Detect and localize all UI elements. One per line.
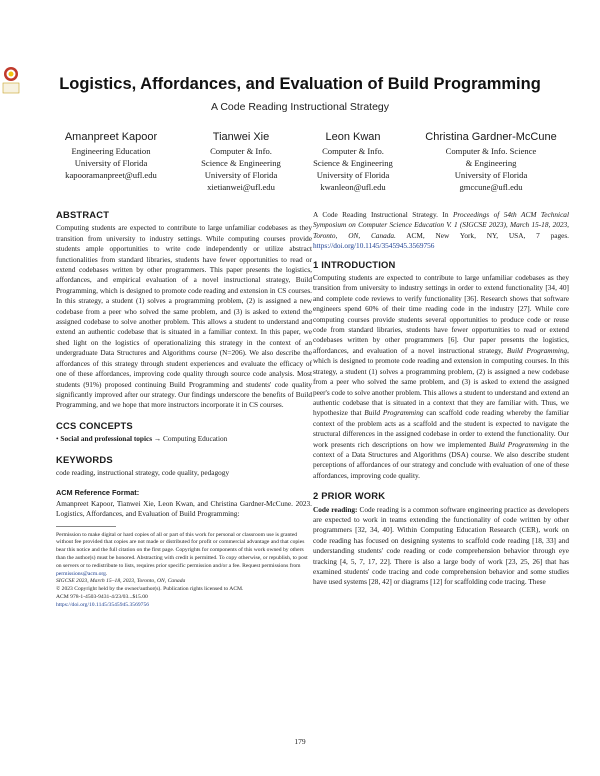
author-kapoor [56,130,166,181]
keywords-heading: KEYWORDS [56,453,113,465]
code-reading-lead: Code reading: [313,504,358,514]
intro-part-2: , which is designed to promote code reading and extension in computing courses. In this strategy, a student (1) solves a programming problem, (2) is assigned a new codebase from a peer who solved the same problem, and (3) is asked to extend the assigned peer's code to solve another problem. This allows a student to understand and extend an authentic codebase that is situated in a context that they are familiar with. Thus, we hypothesize that [313,345,569,418]
acm-ref-heading: ACM Reference Format: [56,488,140,498]
right-column [313,210,569,598]
author-kwan [298,130,408,193]
permission-text: Permission to make digital or hard copies of all or part of this work for personal or classroom use is granted without fee provided that copies are not made or distributed for profit or commercial advantage and that copies bear this notice and the full citation on the first page. Copyrights for components of this work owned by others than the author(s) must be honored. Abstracting with credit is permitted. To copy otherwise, or republish, to post on servers or to redistribute to lists, requires prior specific permission and/or a fee. Request permissions from permissions@acm.org. [56,531,308,577]
abstract-heading: ABSTRACT [56,209,110,220]
proceedings-title: Proceedings of 54th ACM Technical Symposium on Computer Science Education V. 1 (SIGCSE 2023), March 15-18, 2023, Toronto, ON, Canada. [313,210,569,240]
author-affil: Engineering Education [71,146,151,156]
abstract-section [56,210,312,411]
footnote-rule [56,526,116,527]
intro-part-1: Computing students are expected to contribute to large unfamiliar codebases as they transition from university to industry settings in order to extend functionality [34, 40] and complete code reviews to verify functionality [36]. Research shows that software engineers spend 60% of their time reading code in the industry [27]. While core computing courses provide students several opportunities to produce code or reuse code from standard libraries, students have fewer opportunities to read or extend codebases written by other programmers [6]. Our paper presents the logistics, affordances, and evaluation of a novel instructional strategy, [313,273,569,355]
build-programming-term: Build Programming [488,439,549,449]
copyright-line: © 2023 Copyright held by the owner/author(s). Publication rights licensed to ACM. [56,586,244,593]
acm-ref-continuation [313,210,569,252]
introduction-text [313,273,569,481]
author-affil: Science & Engineering [201,158,281,168]
author-gardner-mccune [416,130,566,193]
doi-link[interactable]: https://doi.org/10.1145/3545945.3569756 [56,601,150,608]
paper-subtitle: A Code Reading Instructional Strategy [210,101,390,113]
author-name: Amanpreet Kapoor [64,131,158,143]
permission-block [56,532,312,610]
permission-body: Permission to make digital or hard copies of all or part of this work for personal or classroom use is granted without fee provided that copies are not made or distributed for profit or commercial advantage and that copies bear this notice and the full citation on the first page. Copyrights for components of this work owned by others than the author(s) must be honored. Abstracting with credit is permitted. To copy otherwise, or republish, to post on servers or to redistribute to lists, requires prior specific permission and/or a fee. Request permissions from [56,531,308,569]
author-name: Leon Kwan [325,131,381,143]
author-affil: University of Florida [454,170,528,180]
permissions-email-link[interactable]: permissions@acm.org [56,570,106,577]
intro-part-3: can scaffold code reading whereby the familiar context of the problem acts as a scaffold and the student is expected to navigate the structural differences in the assigned codebase in order to extend the functionality. Our work presents rich descriptions on how we implemented [313,408,569,449]
introduction-heading: 1 INTRODUCTION [313,258,396,270]
author-affil: Science & Engineering [313,158,393,168]
ref-doi-link[interactable]: https://doi.org/10.1145/3545945.3569756 [313,241,435,251]
author-affil: & Engineering [465,158,517,168]
ref-cont-pre: A Code Reading Instructional Strategy. In [313,210,453,219]
left-column [56,210,312,610]
author-email: kapooramanpreet@ufl.edu [65,170,157,180]
introduction-section [313,260,569,482]
prior-work-body: Code reading is a common software engineering practice as developers are expected to work in teams extending the functionality of code written by other programmers [32, 34, 40]. Within Computing Education Research (CER), work on code reading has focused on designing systems to scaffold code reading [18, 33] and understanding students' code reading or code comprehension behavior through eye tracking [4, 5, 7, 17, 22]. There is also a large body of work [23, 25, 26] that has examined students' code tracing and code comprehension behavior and some studies have used systems [28, 42] or diagrams [12] for scaffolding code tracing. These [313,504,569,587]
venue-line: SIGCSE 2023, March 15–18, 2023, Toronto, ON, Canada [56,578,186,585]
paper-title: Logistics, Affordances, and Evaluation of Build Programming [59,75,541,93]
abstract-text: Computing students are expected to contribute to large unfamiliar codebases as they transition from university to industry settings. While computing courses provide students ample opportunities to write code independently or utilize abstract functionalities from standard libraries, students have fewer opportunities to read or extend codebases written by other programmers. This paper presents the logistics, affordances, and empirical evaluation of a novel instructional strategy, Build Programming, which is designed to promote code reading and extension in CS courses. In this strategy, a student (1) solves a programming problem, (2) is assigned a new codebase from a peer who solved the same problem, and (3) is asked to extend the assigned codebase to solve another problem. This allows a student to understand and extend an authentic codebase that is situated in a familiar context. In this paper, we shed light on the logistics of operationalizing this strategy in the context of an undergraduate Data Structures and Algorithms course (N=206). We also describe the affordances of this strategy through student experiences and evaluate the efficacy of one of these affordances, improving code quality through source code analysis. Most students (91%) proposed continuing Build Programming and students' code quality significantly improved after our strategy. Our findings underscore the benefits of Build Programming, and we hope that more instructors incorporate it in CS courses. [56,223,312,410]
ref-cont-post: ACM, New York, NY, USA, 7 pages. [395,230,570,240]
build-programming-term: Build Programming [506,345,568,355]
prior-work-text [313,505,569,588]
intro-part-4: in the context of a Data Structures and Algorithms (DSA) course. We also describe student perceptions of affordances of our strategy and conclude with evaluation of one of these affordances, improving code quality. [313,439,569,480]
ccs-bold: Social and professional topics [60,434,153,444]
author-affil: University of Florida [204,170,278,180]
keywords-section [56,455,312,479]
author-name: Tianwei Xie [212,131,270,143]
ccs-rest: → Computing Education [152,434,228,444]
author-affil: Computer & Info. [322,146,384,156]
author-affil: Computer & Info. Science [445,146,537,156]
author-xie [186,130,296,193]
page-number: 179 [294,737,306,746]
author-email: gmccune@ufl.edu [459,182,523,192]
author-email: xietianwei@ufl.edu [207,182,275,192]
prior-work-section [313,491,569,588]
ccs-text: • Social and professional topics → Computing Education [56,434,228,444]
author-affil: University of Florida [316,170,390,180]
author-name: Christina Gardner-McCune [425,131,557,143]
ccs-heading: CCS CONCEPTS [56,419,133,431]
acm-ref-text: Amanpreet Kapoor, Tianwei Xie, Leon Kwan, and Christina Gardner-McCune. 2023. Logistics, Affordances, and Evaluation of Build Programming: [56,498,312,519]
build-programming-term: Build Programming [364,408,424,418]
isbn-line: ACM 978-1-4503-9431-4/23/03...$15.00 [56,593,148,600]
keywords-text: code reading, instructional strategy, code quality, pedagogy [56,467,230,477]
prior-work-heading: 2 PRIOR WORK [313,490,386,502]
author-affil: Computer & Info. [210,146,272,156]
author-affil: University of Florida [74,158,148,168]
ccs-section [56,421,312,445]
author-email: kwanleon@ufl.edu [320,182,386,192]
acm-ref-section [56,488,312,519]
